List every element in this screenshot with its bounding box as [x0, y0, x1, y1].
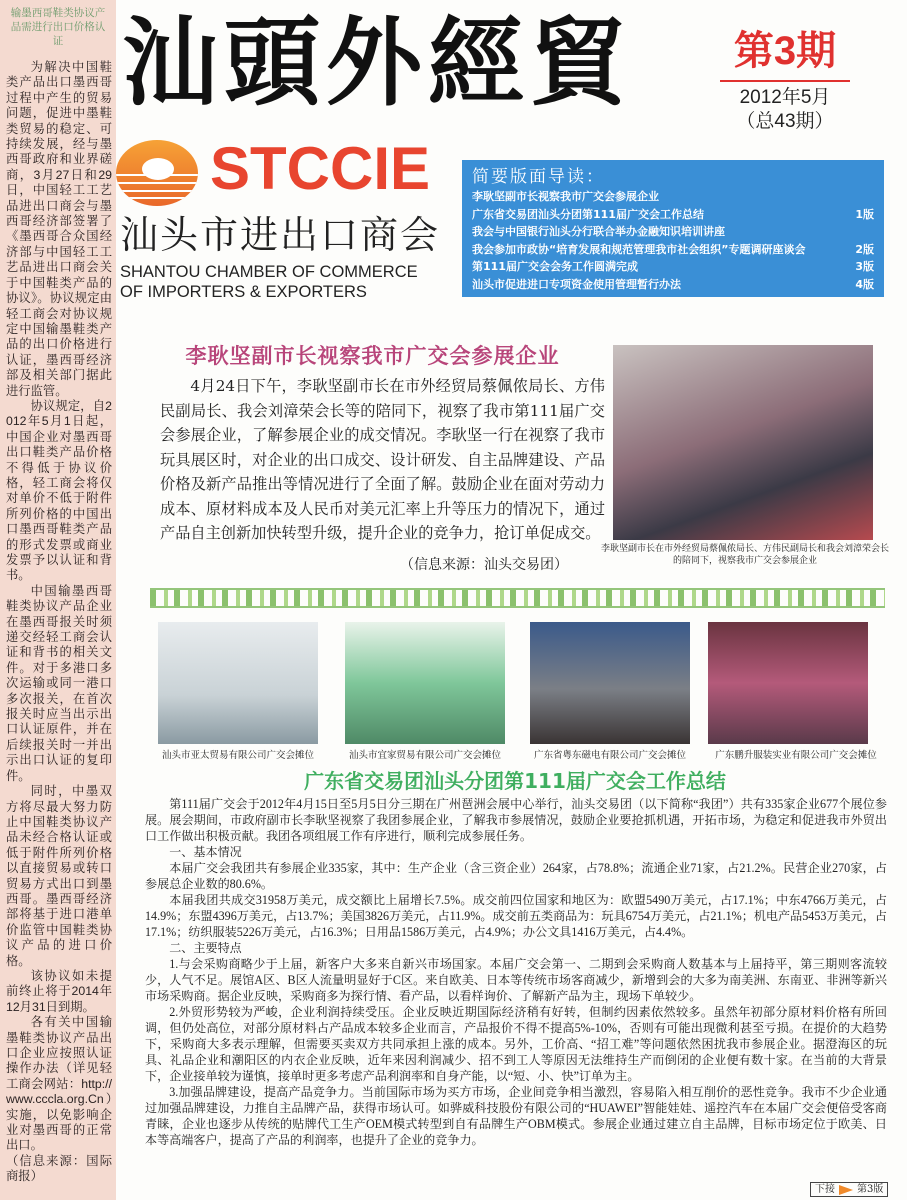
- article1-photo: [613, 345, 873, 540]
- guide-item-text: 广东省交易团汕头分团第111届广交会工作总结: [472, 207, 704, 221]
- article1-headline: 李耿坚副市长视察我市广交会参展企业: [185, 344, 560, 368]
- masthead-title: 汕頭外經貿: [122, 6, 632, 119]
- sidebar-source: （信息来源：国际商报）: [6, 1153, 112, 1184]
- guide-item-text: 我会与中国银行汕头分行联合举办金融知识培训讲座: [472, 225, 725, 238]
- continued-on-page[interactable]: [810, 1182, 888, 1197]
- continued-label: 下接: [815, 1184, 835, 1195]
- issue-date: 2012年5月: [739, 87, 831, 108]
- booth-photo: [345, 622, 505, 744]
- logo-text: STCCIE: [210, 135, 431, 202]
- article2-headline: 广东省交易团汕头分团第111届广交会工作总结: [304, 769, 726, 793]
- sidebar-paragraph: 协议规定，自2012年5月1日起，中国企业对墨西哥出口鞋类产品价格不得低于协议价格，轻工商会将仅对单价不低于附件所列价格的中国出口墨西哥鞋类产品的形式发票或商业发票予以认证和背书。: [6, 398, 112, 583]
- sidebar-article: [0, 0, 116, 1200]
- divider: [720, 80, 850, 82]
- article2-paragraph: 第111届广交会于2012年4月15日至5月5日分三期在广州琶洲会展中心举行，汕头交易团（以下简称“我团”）共有335家企业677个展位参展。展会期间，市政府副市长李耿坚视察了我团参展企业，了解我市参展情况，鼓励企业要抢抓机遇，开拓市场，为稳定和促进我市外贸出口工作做出积极贡献。我团各项组展工作有序进行，顺利完成参展任务。: [145, 797, 887, 843]
- issue-total: （总43期）: [736, 111, 834, 132]
- guide-item-text: 第111届广交会会务工作圆满完成: [472, 260, 638, 273]
- org-name-en-line: SHANTOU CHAMBER OF COMMERCE: [120, 263, 418, 281]
- arrow-right-icon: [839, 1185, 853, 1195]
- article2-paragraph: 1.与会采购商略少于上届，新客户大多来自新兴市场国家。本届广交会第一、二期到会采购商人数基本与上届持平，第三期则客流较少，人气不足。展馆A区、B区人流量明显好于C区。来自欧美、日本等传统市场客商减少，新增到会的大多为南美洲、东南亚、非洲等新兴市场采购商。据企业反映，采购商多为探行情、看产品，以看样询价、了解新产品为主，现场下单较少。: [145, 957, 887, 1003]
- decorative-border: [150, 588, 885, 608]
- issue-number: 第3期: [733, 29, 837, 73]
- guide-item[interactable]: [472, 241, 874, 259]
- article2-subheading: 二、主要特点: [169, 941, 242, 955]
- article2-paragraph: 本届我团共成交31958万美元，成交额比上届增长7.5%。成交前四位国家和地区为：欧盟5490万美元，占17.1%；中东4766万美元，占14.9%；东盟4396万美元，占13.7%；美国3826万美元，占11.9%。成交前五类商品为：玩具6754万美元，占21.1%；机电产品5453万美元，占17.1%；纺织服装5226万美元，占16.3%；日用品1586万美元，占4.9%；办公文具1416万美元，占4.4%。: [145, 893, 887, 939]
- guide-item-page: 3版: [855, 260, 874, 273]
- article2-body: [145, 796, 887, 1148]
- guide-item-text: 李耿坚副市长视察我市广交会参展企业: [472, 190, 659, 203]
- guide-item[interactable]: [472, 188, 874, 206]
- guide-item-page: 1版: [855, 207, 874, 221]
- sidebar-paragraph: 各有关中国输墨鞋类协议产品出口企业应按照认证操作办法（详见轻工商会网站：http://www.cccla.org.Cn）实施，以免影响企业对墨西哥的正常出口。: [6, 1015, 112, 1153]
- guide-item[interactable]: [472, 258, 874, 276]
- article2-paragraph: 本届广交会我团共有参展企业335家，其中：生产企业（含三资企业）264家，占78.8%；流通企业71家，占21.2%。民营企业270家，占参展总企业数的80.6%。: [145, 861, 887, 891]
- guide-title: 简要版面导读：: [472, 167, 605, 187]
- sidebar-paragraph: 该协议如未提前终止将于2014年12月31日到期。: [6, 968, 112, 1014]
- org-name-cn: 汕头市进出口商会: [120, 213, 441, 257]
- booth-photo: [158, 622, 318, 744]
- sun-logo-icon: [116, 140, 198, 206]
- article1-body: 4月24日下午，李耿坚副市长在市外经贸局蔡佩侬局长、方伟民副局长、我会刘漳荣会长等的陪同下，视察了我市第111届广交会参展企业，了解参展企业的成交情况。李耿坚一行在视察了我市玩具展区时，对企业的出口成交、设计研发、自主品牌建设、产品价格及新产品推出等情况进行了全面了解。鼓励企业在面对劳动力成本、原材料成本及人民币对美元汇率上升等压力的情况下，通过产品自主创新加快转型升级，提升企业的竞争力，抢订单促成交。: [160, 377, 605, 542]
- org-name-en-line: OF IMPORTERS & EXPORTERS: [120, 283, 367, 301]
- contents-guide: [462, 160, 884, 297]
- article2-paragraph: 2.外贸形势较为严峻，企业利润持续受压。企业反映近期国际经济稍有好转，但制约因素依然较多。虽然年初部分原材料价格有所回调，但仍处高位，对部分原材料占产品成本较多企业而言，产品报价不得不提高5%-10%，否则有可能出现微利甚至亏损。在提价的大趋势下，采购商大多表示理解，但需要买卖双方共同承担上涨的成本。另外，工价高、“招工难”等问题依然困扰我市参展企业。据澄海区的玩具、礼品企业和潮阳区的内衣企业反映，近年来因利润减少、招不到工人等原因无法维持生产而倒闭的企业便有数十家。在当前的大背景下，企业接单较为谨慎，接单时更多考虑产品利润率和自身产能，以“短、小、快”订单为主。: [145, 1005, 887, 1083]
- booth-photo-caption: 广东省粤东磁电有限公司广交会摊位: [533, 750, 686, 761]
- booth-photo-caption: 汕头市亚太贸易有限公司广交会摊位: [161, 750, 314, 761]
- guide-item[interactable]: [472, 223, 874, 241]
- booth-photo-caption: 汕头市宜家贸易有限公司广交会摊位: [348, 750, 501, 761]
- guide-item-text: 汕头市促进进口专项资金使用管理暂行办法: [472, 277, 681, 291]
- article2-paragraph: 3.加强品牌建设，提高产品竞争力。当前国际市场为买方市场，企业间竞争相当激烈，容易陷入相互削价的恶性竞争。我市不少企业通过加强品牌建设，力推自主品牌产品，获得市场认可。如骅威科技股份有限公司的“HUAWEI”智能娃娃、遥控汽车在本届广交会便倍受客商青睐，企业也逐步从传统的贴牌代工生产OEM模式转型到自有品牌生产OBM模式。参展企业通过建立自主品牌，目标市场定位于欧美、日本等高端客户，提高了产品的利润率，也提升了企业的竞争力。: [145, 1085, 887, 1147]
- sidebar-paragraph: 中国输墨西哥鞋类协议产品企业在墨西哥报关时须递交经轻工商会认证和背书的相关文件。对于多港口多次运输或同一港口多次报关，在首次报关时应当出示出口认证原件，并在后续报关时一并出示出口认证的复印件。: [6, 583, 112, 783]
- article2-subheading: 一、基本情况: [169, 845, 242, 859]
- guide-item[interactable]: [472, 276, 874, 294]
- org-name-en: [120, 262, 418, 302]
- article1-source: （信息来源：汕头交易团）: [400, 557, 568, 573]
- booth-photo-caption: 广东鹏升服装实业有限公司广交会摊位: [715, 750, 877, 761]
- guide-item-page: 4版: [855, 277, 874, 291]
- continued-page: 第3版: [857, 1184, 884, 1195]
- issue-info: [720, 28, 850, 134]
- guide-item-page: 2版: [855, 242, 874, 256]
- sidebar-paragraph: 同时，中墨双方将尽最大努力防止中国鞋类协议产品未经合格认证或低于附件所列价格以直接贸易或转口贸易方式出口到墨西哥。墨西哥经济部将基于进口港单价监管中国鞋类协议产品的进口价格。: [6, 784, 112, 968]
- booth-photo: [530, 622, 690, 744]
- article1-photo-caption: 李耿坚副市长在市外经贸局蔡佩侬局长、方伟民副局长和我会刘漳荣会长的陪同下，视察我市广交会参展企业: [600, 544, 889, 566]
- booth-photo: [708, 622, 868, 744]
- sidebar-title: 输墨西哥鞋类协议产品需进行出口价格认证: [10, 7, 106, 47]
- guide-item-text: 我会参加市政协“培育发展和规范管理我市社会组织”专题调研座谈会: [472, 242, 806, 256]
- sidebar-paragraph: 为解决中国鞋类产品出口墨西哥过程中产生的贸易问题，促进中墨鞋类贸易的稳定、可持续发展，经与墨西哥政府和业界磋商，3月27日和29日，中国轻工工艺品进出口商会与墨西哥经济部签署了《墨西哥合众国经济部与中国轻工工艺品进出口商会关于中国鞋类产品的协议》。协议规定由轻工商会对协议规定中国输墨鞋类产品的出口价格进行认证，墨西哥经济部及相关部门据此进行监管。: [6, 60, 112, 398]
- guide-item[interactable]: [472, 206, 874, 224]
